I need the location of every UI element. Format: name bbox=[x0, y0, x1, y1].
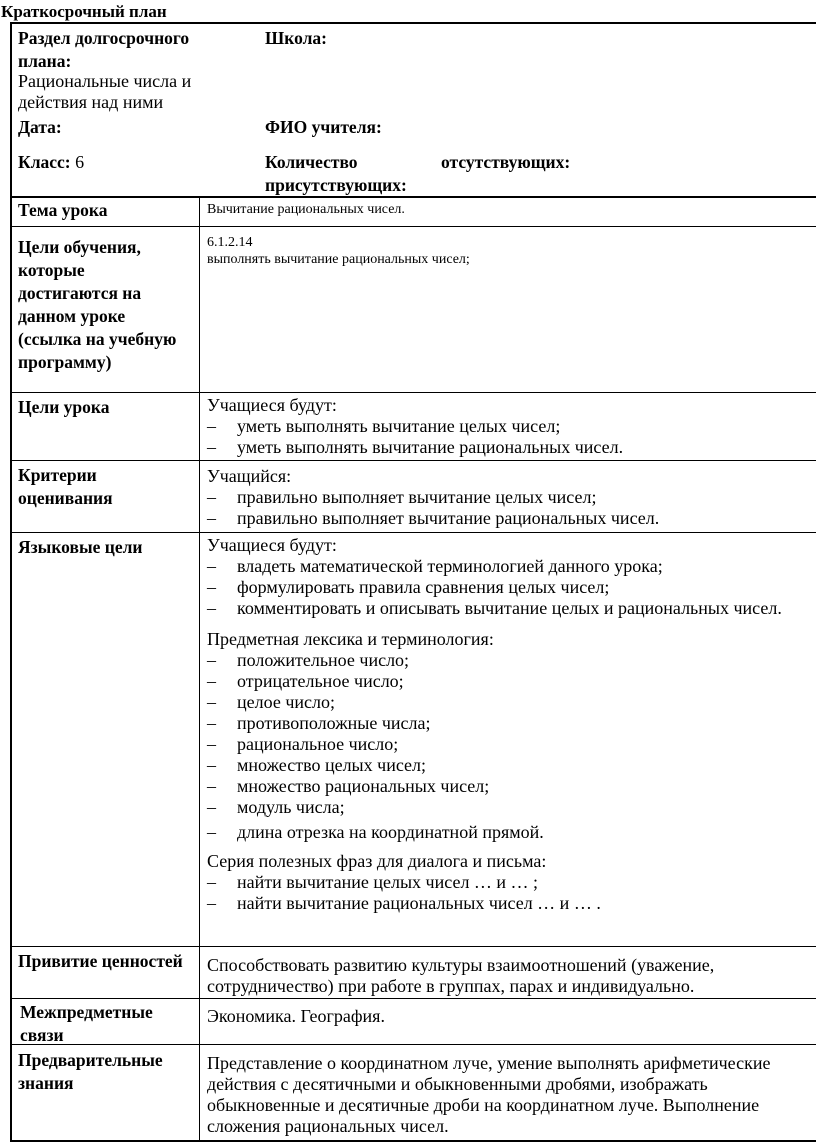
class-field bbox=[18, 151, 84, 174]
phrases-intro: Серия полезных фраз для диалога и письма: bbox=[207, 851, 547, 871]
cross-text: Экономика. География. bbox=[207, 1006, 385, 1026]
list-item: – целое число; bbox=[207, 692, 802, 713]
lesson-goals-content bbox=[207, 395, 807, 458]
prior-label: Предварительные знания bbox=[18, 1050, 163, 1093]
topic-label: Тема урока bbox=[18, 200, 108, 220]
lesson-goals-list bbox=[207, 416, 807, 458]
lesson-goals-intro: Учащиеся будут: bbox=[207, 395, 337, 415]
list-item: – найти вычитание целых чисел … и … ; bbox=[207, 872, 802, 893]
list-item: – уметь выполнять вычитание целых чисел; bbox=[207, 416, 807, 437]
criteria-content bbox=[207, 466, 807, 529]
criteria-list bbox=[207, 487, 807, 529]
list-item: – найти вычитание рациональных чисел … и … . bbox=[207, 893, 802, 914]
present-label: присутствующих: bbox=[265, 175, 407, 195]
values-label: Привитие ценностей bbox=[18, 951, 183, 971]
list-item: – рациональное число; bbox=[207, 734, 802, 755]
row-divider bbox=[10, 226, 816, 227]
list-item: – модуль числа; bbox=[207, 797, 802, 818]
class-value: 6 bbox=[75, 152, 85, 172]
topic-value: Вычитание рациональных чисел. bbox=[207, 202, 405, 217]
list-item: – комментировать и описывать вычитание целых и рациональных чисел. bbox=[207, 598, 802, 619]
objectives-code: 6.1.2.14 bbox=[207, 235, 253, 250]
objectives-label: Цели обучения, которые достигаются на данном уроке (ссылка на учебную программу) bbox=[18, 237, 177, 372]
school-label: Школа: bbox=[265, 28, 327, 48]
objectives-value: выполнять вычитание рациональных чисел; bbox=[207, 252, 470, 267]
values-text: Способствовать развитию культуры взаимоотношений (уважение, сотрудничество) при работе в группах, парах и индивидуально. bbox=[207, 955, 715, 996]
row-divider bbox=[10, 460, 816, 461]
list-item: – множество рациональных чисел; bbox=[207, 776, 802, 797]
list-item: – положительное число; bbox=[207, 650, 802, 671]
list-item: – множество целых чисел; bbox=[207, 755, 802, 776]
list-item: – уметь выполнять вычитание рациональных чисел. bbox=[207, 437, 807, 458]
row-divider bbox=[10, 998, 816, 999]
column-divider bbox=[199, 196, 200, 1142]
list-item: – правильно выполняет вычитание рациональных чисел. bbox=[207, 508, 807, 529]
list-item: – противоположные числа; bbox=[207, 713, 802, 734]
cross-label: Межпредметные связи bbox=[20, 1002, 153, 1045]
section-label: Раздел долгосрочного плана: bbox=[18, 28, 190, 71]
list-item: – длина отрезка на координатной прямой. bbox=[207, 822, 802, 843]
vocab-list bbox=[207, 650, 802, 843]
list-item: – формулировать правила сравнения целых чисел; bbox=[207, 577, 802, 598]
criteria-intro: Учащийся: bbox=[207, 466, 292, 486]
row-divider bbox=[10, 532, 816, 533]
list-item: – владеть математической терминологией данного урока; bbox=[207, 556, 802, 577]
criteria-label: Критерии оценивания bbox=[18, 465, 113, 508]
section-value: Рациональные числа и действия над ними bbox=[18, 71, 192, 112]
phrases-list bbox=[207, 872, 802, 914]
teacher-label: ФИО учителя: bbox=[265, 117, 382, 137]
language-goals-label: Языковые цели bbox=[18, 537, 143, 557]
class-label: Класс: bbox=[18, 152, 71, 172]
vocab-intro: Предметная лексика и терминология: bbox=[207, 629, 494, 649]
count-label: Количество bbox=[265, 152, 358, 172]
date-label: Дата: bbox=[18, 117, 62, 137]
lesson-goals-label: Цели урока bbox=[18, 397, 110, 417]
list-item: – правильно выполняет вычитание целых чисел; bbox=[207, 487, 807, 508]
document-title: Краткосрочный план bbox=[1, 2, 167, 21]
list-item: – отрицательное число; bbox=[207, 671, 802, 692]
language-goals-content bbox=[207, 535, 802, 914]
row-divider bbox=[10, 196, 816, 198]
row-divider bbox=[10, 392, 816, 393]
language-intro: Учащиеся будут: bbox=[207, 535, 337, 555]
absent-label: отсутствующих: bbox=[441, 152, 571, 172]
row-divider bbox=[10, 946, 816, 947]
language-list bbox=[207, 556, 802, 619]
prior-text: Представление о координатном луче, умение выполнять арифметические действия с десятичными и обыкновенными дробями, изображать обыкновенные и десятичные дроби на координатном луче. Выполнение сложения рациональных чисел. bbox=[207, 1053, 771, 1136]
